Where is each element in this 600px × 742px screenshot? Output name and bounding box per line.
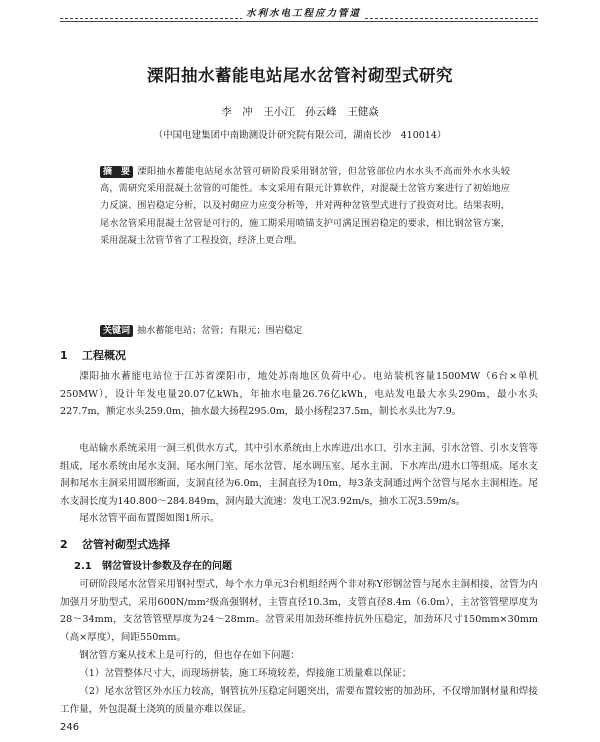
paragraph: 尾水岔管平面布置图如图1所示。 — [79, 513, 220, 524]
header-solid-rule — [60, 21, 538, 22]
abstract-text: 溧阳抽水蓄能电站尾水岔管可研阶段采用钢岔管，但岔管部位内水水头不高而外水水头较高，需研究采用混凝土岔管的可能性。本文采用有限元计算软件，对混凝土岔管方案进行了初始地应力反演、围岩稳定分析，以及衬砌应力应变分析等，并对两种岔管型式进行了投资对比。结果表明，尾水岔管采用混凝土岔管是可行的，施工期采用喷锚支护可满足围岩稳定的要求，相比钢岔管方案，采用混凝土岔管节省了工程投资，经济上更合理。 — [100, 166, 510, 246]
paragraph: （1）岔管整体尺寸大，而现场拼装，施工环境较差，焊接施工质量难以保证； — [79, 668, 412, 679]
section-title: 工程概况 — [82, 349, 126, 362]
paragraph: 钢岔管方案从技术上是可行的，但也存在如下问题： — [79, 650, 300, 661]
section-title: 岔管衬砌型式选择 — [82, 538, 170, 551]
affiliation: （中国电建集团中南勘测设计研究院有限公司，湖南长沙 410014） — [153, 130, 447, 141]
paragraph: （2）尾水岔管区外水压力较高，钢管抗外压稳定问题突出，需要布置较密的加劲环，不仅增加钢材量和焊接工作量，外包混凝土浇筑的质量亦难以保证。 — [60, 686, 538, 715]
running-header — [60, 6, 538, 24]
abstract-label: 摘 要 — [100, 166, 133, 178]
section-heading-1 — [60, 347, 126, 363]
abstract — [100, 163, 510, 249]
subsection-title: 钢岔管设计参数及存在的问题 — [102, 561, 232, 572]
journal-name: 水利水电工程应力管道 — [242, 5, 365, 19]
subsection-heading-2-1 — [74, 557, 232, 572]
keywords-text: 抽水蓄能电站；岔管；有限元；围岩稳定 — [137, 325, 303, 336]
paragraph: 可研阶段尾水岔管采用钢衬型式，每个水力单元3台机组经两个非对称Y形钢岔管与尾水主洞相接，岔管为内加强月牙肋型式，采用600N/mm²级高强钢材，主管直径10.3m，支管直径8.4m（6.0m），主岔管管壁厚度为28～34mm，支岔管管壁厚度为24～28mm。岔管采用加劲环维持抗外压稳定，加劲环尺寸150mm×30mm（高×厚度），间距550mm。 — [60, 579, 538, 643]
section-number: 2 — [60, 538, 68, 551]
page-number: 246 — [60, 722, 80, 733]
paragraph: 电站输水系统采用一洞三机供水方式，其中引水系统由上水库进/出水口、引水主洞、引水岔管、引水支管等组成，尾水系统由尾水支洞、尾水闸门室、尾水岔管、尾水调压室、尾水主洞、下水库出/进水口等组成。尾水支洞和尾水主洞采用圆形断面，支洞直径为6.0m，主洞直径为10m，每3条支洞通过两个岔管与尾水主洞相连。尾水支洞长度为140.800～284.849m，洞内最大流速：发电工况3.92m/s，抽水工况3.59m/s。 — [60, 443, 538, 507]
keywords-label: 关键词 — [100, 325, 133, 337]
section-heading-2 — [60, 536, 170, 552]
subsection-number: 2.1 — [74, 561, 92, 572]
keywords — [100, 322, 510, 337]
section-number: 1 — [60, 349, 68, 362]
author-list: 李 冲 王小江 孙云峰 王健焱 — [221, 106, 379, 118]
paper-title: 溧阳抽水蓄能电站尾水岔管衬砌型式研究 — [147, 66, 453, 85]
paragraph: 溧阳抽水蓄能电站位于江苏省溧阳市，地处苏南地区负荷中心。电站装机容量1500MW（6台×单机250MW），设计年发电量20.07亿kWh，年抽水电量26.76亿kWh，电站发电最大水头290m，最小水头227.7m，额定水头259.0m，抽水最大扬程295.0m，最小扬程237.5m，制长水头比为7.9。 — [60, 371, 538, 418]
